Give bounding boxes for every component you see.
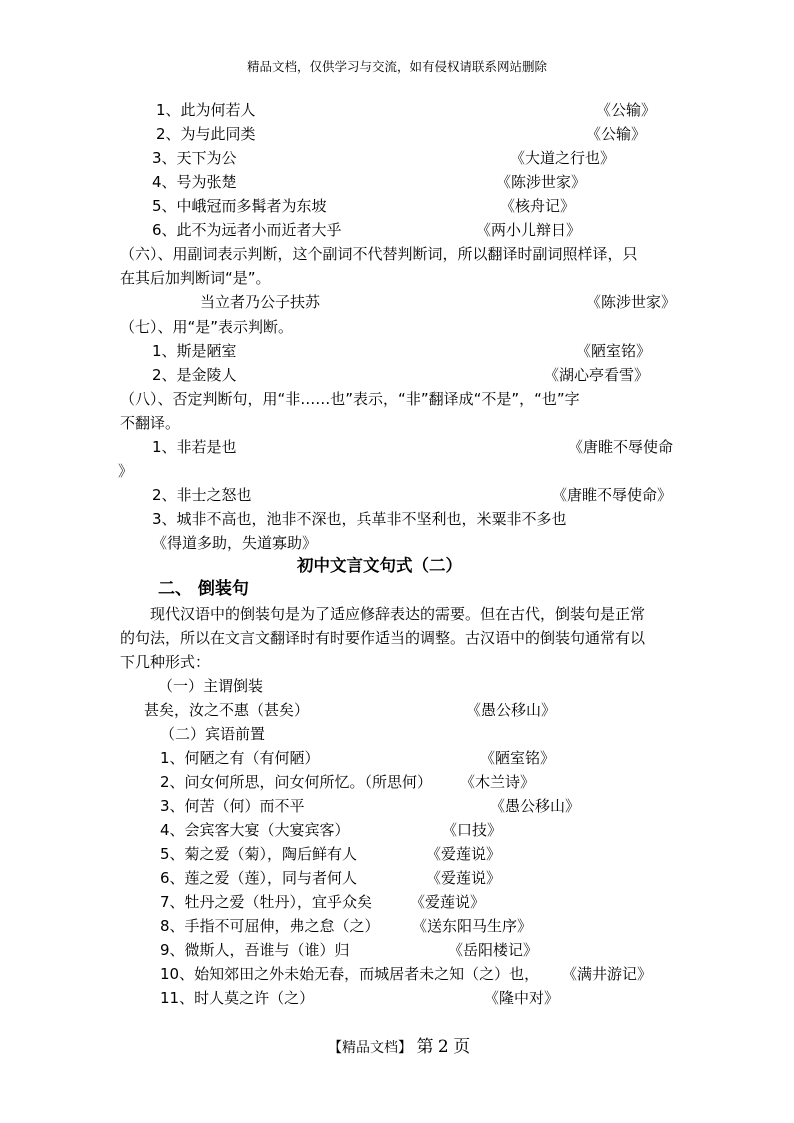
example-text: 7、牡丹之爱（牡丹），宜乎众矣 — [160, 893, 373, 911]
example-source: 《木兰诗》 — [460, 773, 536, 791]
example-text: 6、莲之爱（莲），同与者何人 — [160, 869, 358, 887]
example-source: 《愚公移山》 — [466, 701, 557, 719]
example-source: 《公输》 — [596, 101, 657, 119]
example-source: 《大道之行也》 — [510, 149, 616, 167]
example-text: 9、微斯人，吾谁与（谁）归 — [160, 941, 350, 959]
subsection-heading-8: （八）、否定判断句，用“非……也”表示，“非”翻译成“不是”，“也”字 — [120, 390, 580, 408]
example-text: 4、号为张楚 — [152, 173, 237, 191]
example-source-end: 》 — [118, 462, 134, 480]
example-text: 5、菊之爱（菊），陶后鲜有人 — [160, 845, 358, 863]
intro-paragraph-cont: 下几种形式： — [120, 653, 211, 671]
example-text: 2、非士之怒也 — [152, 486, 252, 504]
intro-paragraph: 现代汉语中的倒装句是为了适应修辞表达的需要。但在古代，倒装句是正常 — [150, 605, 646, 623]
example-source: 《核舟记》 — [500, 197, 576, 215]
example-text: 11、时人莫之许（之） — [160, 989, 315, 1007]
example-source: 《公输》 — [586, 125, 647, 143]
example-text: 1、斯是陋室 — [152, 342, 237, 360]
page-number: 2 — [437, 1037, 449, 1057]
example-source: 《唐睢不辱使命》 — [552, 486, 673, 504]
example-text: 4、会宾客大宴（大宴宾客） — [160, 821, 350, 839]
section-heading: 二、 倒装句 — [158, 579, 249, 599]
example-text: 当立者乃公子扶苏 — [200, 293, 321, 311]
example-source: 《隆中对》 — [484, 989, 560, 1007]
example-source: 《两小儿辩日》 — [476, 221, 582, 239]
subsection-heading-1: （一）主谓倒装 — [158, 677, 264, 695]
example-text: 3、城非不高也，池非不深也，兵革非不坚利也，米粟非不多也 — [152, 510, 567, 528]
header-notice: 精品文档，仅供学习与交流，如有侵权请联系网站删除 — [246, 59, 547, 74]
example-source: 《送东阳马生序》 — [412, 917, 533, 935]
example-source: 《陋室铭》 — [480, 749, 556, 767]
example-text: 5、中峨冠而多髯者为东坡 — [152, 197, 327, 215]
example-source: 《陈涉世家》 — [586, 293, 677, 311]
page-prefix: 第 — [416, 1037, 434, 1057]
subsection-heading-6-cont: 在其后加判断词“是”。 — [120, 269, 271, 287]
example-source: 《爱莲说》 — [426, 869, 502, 887]
example-text: 1、非若是也 — [152, 438, 237, 456]
doc-title: 初中文言文句式（二） — [297, 556, 462, 575]
subsection-heading-8-cont: 不翻译。 — [120, 414, 181, 432]
example-source: 《爱莲说》 — [426, 845, 502, 863]
example-source: 《唐睢不辱使命 — [568, 438, 674, 456]
example-text: 甚矣，汝之不惠（甚矣） — [144, 701, 310, 719]
footer-label: 【精品文档】 — [328, 1040, 412, 1056]
subsection-heading-7: （七）、用“是”表示判断。 — [120, 318, 294, 336]
example-source: 《爱莲说》 — [410, 893, 486, 911]
example-text: 10、始知郊田之外未始无春，而城居者未之知（之）也， — [160, 965, 540, 983]
example-text: 1、此为何若人 — [156, 101, 256, 119]
intro-paragraph-cont: 的句法，所以在文言文翻译时有时要作适当的调整。古汉语中的倒装句通常有以 — [120, 629, 646, 647]
example-source: 《口技》 — [442, 821, 503, 839]
page-suffix: 页 — [453, 1037, 471, 1057]
example-text: 2、为与此同类 — [156, 125, 256, 143]
subsection-heading-6: （六）、用副词表示判断，这个副词不代替判断词，所以翻译时副词照样译，只 — [120, 245, 638, 263]
page-footer — [328, 1034, 470, 1060]
example-source: 《愚公移山》 — [490, 797, 581, 815]
example-source: 《陋室铭》 — [576, 342, 652, 360]
example-text: 8、手指不可屈伸，弗之怠（之） — [160, 917, 380, 935]
example-source: 《得道多助，失道寡助》 — [152, 534, 318, 552]
example-text: 1、何陋之有（有何陋） — [160, 749, 320, 767]
subsection-heading-2: （二）宾语前置 — [160, 725, 266, 743]
example-text: 3、何苦（何）而不平 — [160, 797, 305, 815]
example-source: 《满井游记》 — [562, 965, 653, 983]
example-source: 《陈涉世家》 — [496, 173, 587, 191]
example-text: 2、问女何所思，问女何所忆。（所思何） — [160, 773, 433, 791]
example-text: 2、是金陵人 — [152, 366, 237, 384]
example-source: 《岳阳楼记》 — [448, 941, 539, 959]
example-text: 3、天下为公 — [152, 149, 237, 167]
example-source: 《湖心亭看雪》 — [544, 366, 650, 384]
example-text: 6、此不为远者小而近者大乎 — [152, 221, 342, 239]
